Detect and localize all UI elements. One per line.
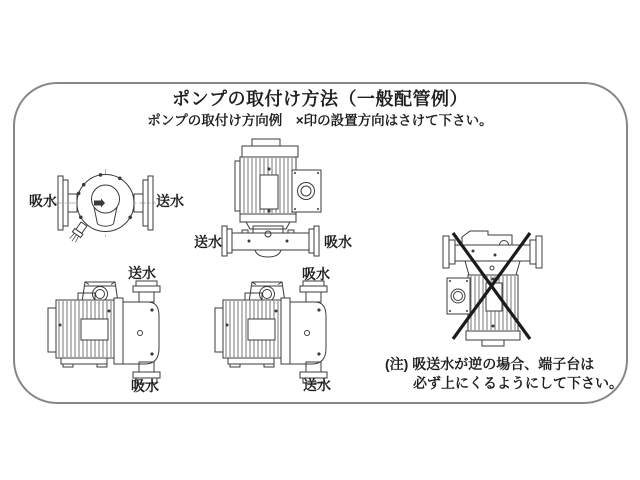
suction-label-horizontal-center: 吸水 xyxy=(302,266,330,282)
suction-label-vertical: 吸水 xyxy=(324,234,352,250)
cable-gland xyxy=(68,221,88,244)
suction-flange xyxy=(300,281,327,302)
lifting-bracket xyxy=(82,282,118,302)
note-prefix: (注) xyxy=(385,356,409,372)
note-text-line1: 吸送水が逆の場合、端子台は xyxy=(412,356,595,372)
terminal-box xyxy=(292,170,321,212)
discharge-flange xyxy=(133,281,160,302)
pump-casing xyxy=(114,298,159,364)
note xyxy=(385,355,623,393)
suction-flange xyxy=(309,226,319,256)
discharge-label-horizontal-left: 送水 xyxy=(128,265,156,281)
pump-top-view-figure xyxy=(58,163,153,255)
motor xyxy=(215,293,281,367)
note-text-line2: 必ず上にくるようにして下さい。 xyxy=(413,375,623,391)
pump-casing xyxy=(232,214,309,257)
lifting-bracket xyxy=(249,282,285,302)
pump-casing xyxy=(77,173,134,231)
suction-label-horizontal-left: 吸水 xyxy=(131,378,159,394)
discharge-flange xyxy=(222,226,232,256)
page-subtitle: ポンプの取付け方向例 ×印の設置方向はさけて下さい。 xyxy=(147,113,493,128)
pump-vertical-inline-figure xyxy=(218,138,323,258)
motor xyxy=(235,139,298,214)
terminal-box xyxy=(447,278,470,314)
pump-casing xyxy=(281,298,326,364)
pump-horizontal-left-figure xyxy=(45,278,165,384)
pump-horizontal-center-figure xyxy=(212,278,332,384)
page-title: ポンプの取付け方法（一般配管例） xyxy=(172,89,468,109)
motor xyxy=(48,293,114,367)
note-line-1 xyxy=(385,355,623,374)
discharge-label-top-view: 送水 xyxy=(156,193,184,209)
suction-label-top-view: 吸水 xyxy=(29,193,57,209)
discharge-label-horizontal-center: 送水 xyxy=(303,377,331,393)
discharge-label-vertical: 送水 xyxy=(194,234,222,250)
pump-crossed-figure xyxy=(440,222,545,350)
